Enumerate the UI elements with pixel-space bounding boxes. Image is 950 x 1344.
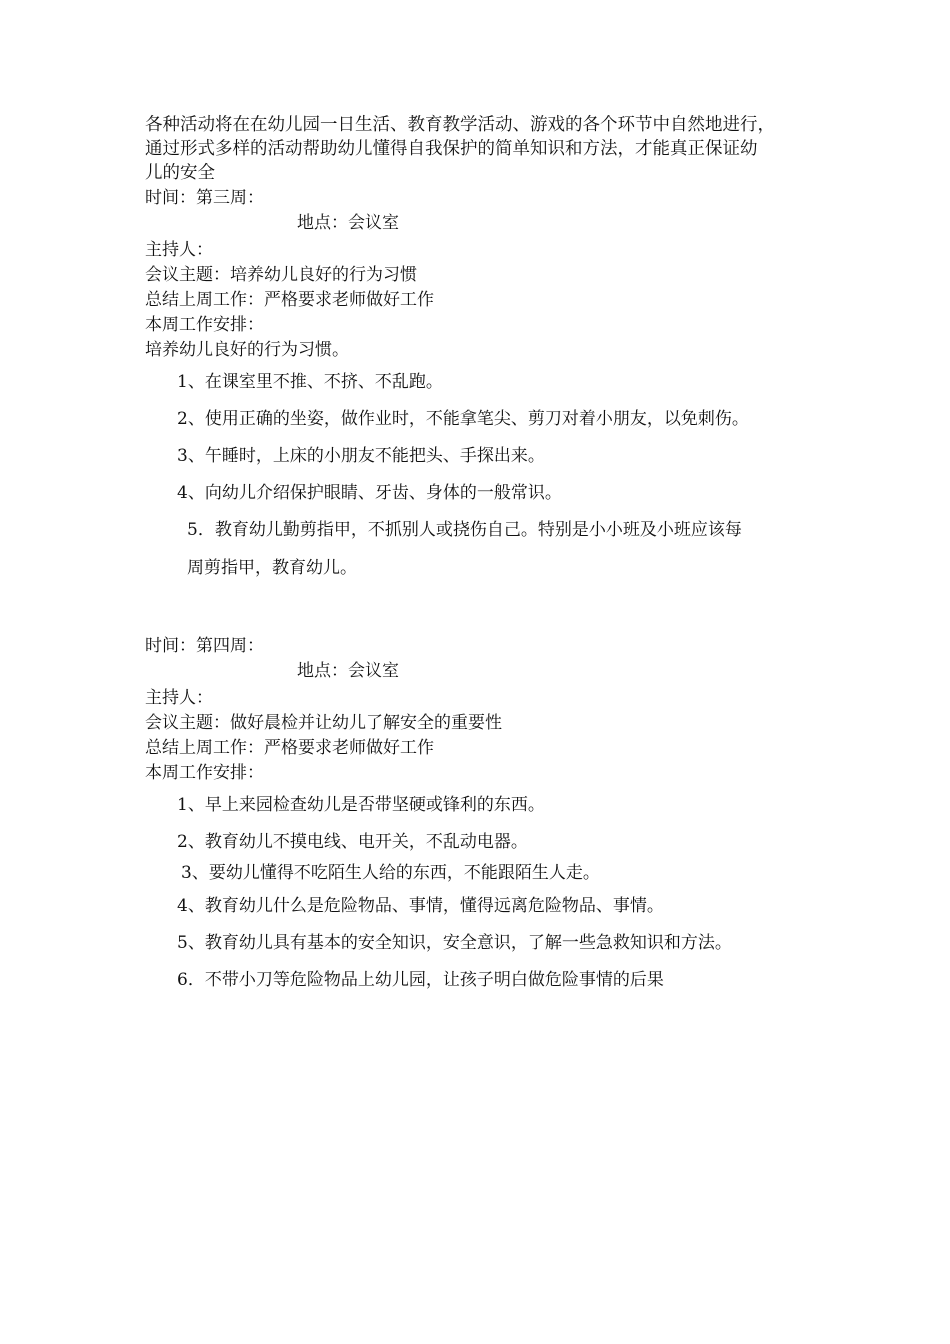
intro-line: 通过形式多样的活动帮助幼儿懂得自我保护的简单知识和方法，才能真正保证幼 (145, 139, 758, 159)
week4-host: 主持人： (145, 688, 213, 708)
week4-plan-label: 本周工作安排： (145, 763, 264, 783)
week4-item: 4、教育幼儿什么是危险物品、事情，懂得远离危险物品、事情。 (177, 896, 664, 916)
week3-location: 地点：会议室 (297, 213, 399, 233)
week3-item: 5．教育幼儿勤剪指甲，不抓别人或挠伤自己。特别是小小班及小班应该每 (187, 520, 742, 540)
week4-item: 1、早上来园检查幼儿是否带坚硬或锋利的东西。 (177, 795, 545, 815)
week4-location: 地点：会议室 (297, 661, 399, 681)
week4-item: 3、要幼儿懂得不吃陌生人给的东西，不能跟陌生人走。 (181, 863, 600, 883)
week3-summary: 总结上周工作：严格要求老师做好工作 (145, 290, 434, 310)
week4-item: 2、教育幼儿不摸电线、电开关，不乱动电器。 (177, 832, 528, 852)
week3-item-continuation: 周剪指甲，教育幼儿。 (187, 558, 357, 578)
intro-line: 儿的安全 (145, 163, 215, 183)
week4-summary: 总结上周工作：严格要求老师做好工作 (145, 738, 434, 758)
week4-theme: 会议主题：做好晨检并让幼儿了解安全的重要性 (145, 713, 502, 733)
week3-item: 4、向幼儿介绍保护眼睛、牙齿、身体的一般常识。 (177, 483, 562, 503)
week3-item: 2、使用正确的坐姿，做作业时，不能拿笔尖、剪刀对着小朋友，以免刺伤。 (177, 409, 749, 429)
intro-paragraph (145, 113, 817, 185)
week3-host: 主持人： (145, 240, 213, 260)
intro-line: 各种活动将在在幼儿园一日生活、教育教学活动、游戏的各个环节中自然地进行， (145, 115, 775, 135)
week3-plan-label: 本周工作安排： (145, 315, 264, 335)
week3-time: 时间：第三周： (145, 188, 264, 208)
week3-plan-intro: 培养幼儿良好的行为习惯。 (145, 340, 349, 360)
week3-item: 3、午睡时，上床的小朋友不能把头、手探出来。 (177, 446, 545, 466)
week3-theme: 会议主题：培养幼儿良好的行为习惯 (145, 265, 417, 285)
week3-item: 1、在课室里不推、不挤、不乱跑。 (177, 372, 443, 392)
week4-time: 时间：第四周： (145, 636, 264, 656)
week4-item: 5、教育幼儿具有基本的安全知识，安全意识，了解一些急救知识和方法。 (177, 933, 732, 953)
week4-item: 6．不带小刀等危险物品上幼儿园，让孩子明白做危险事情的后果 (177, 970, 664, 990)
